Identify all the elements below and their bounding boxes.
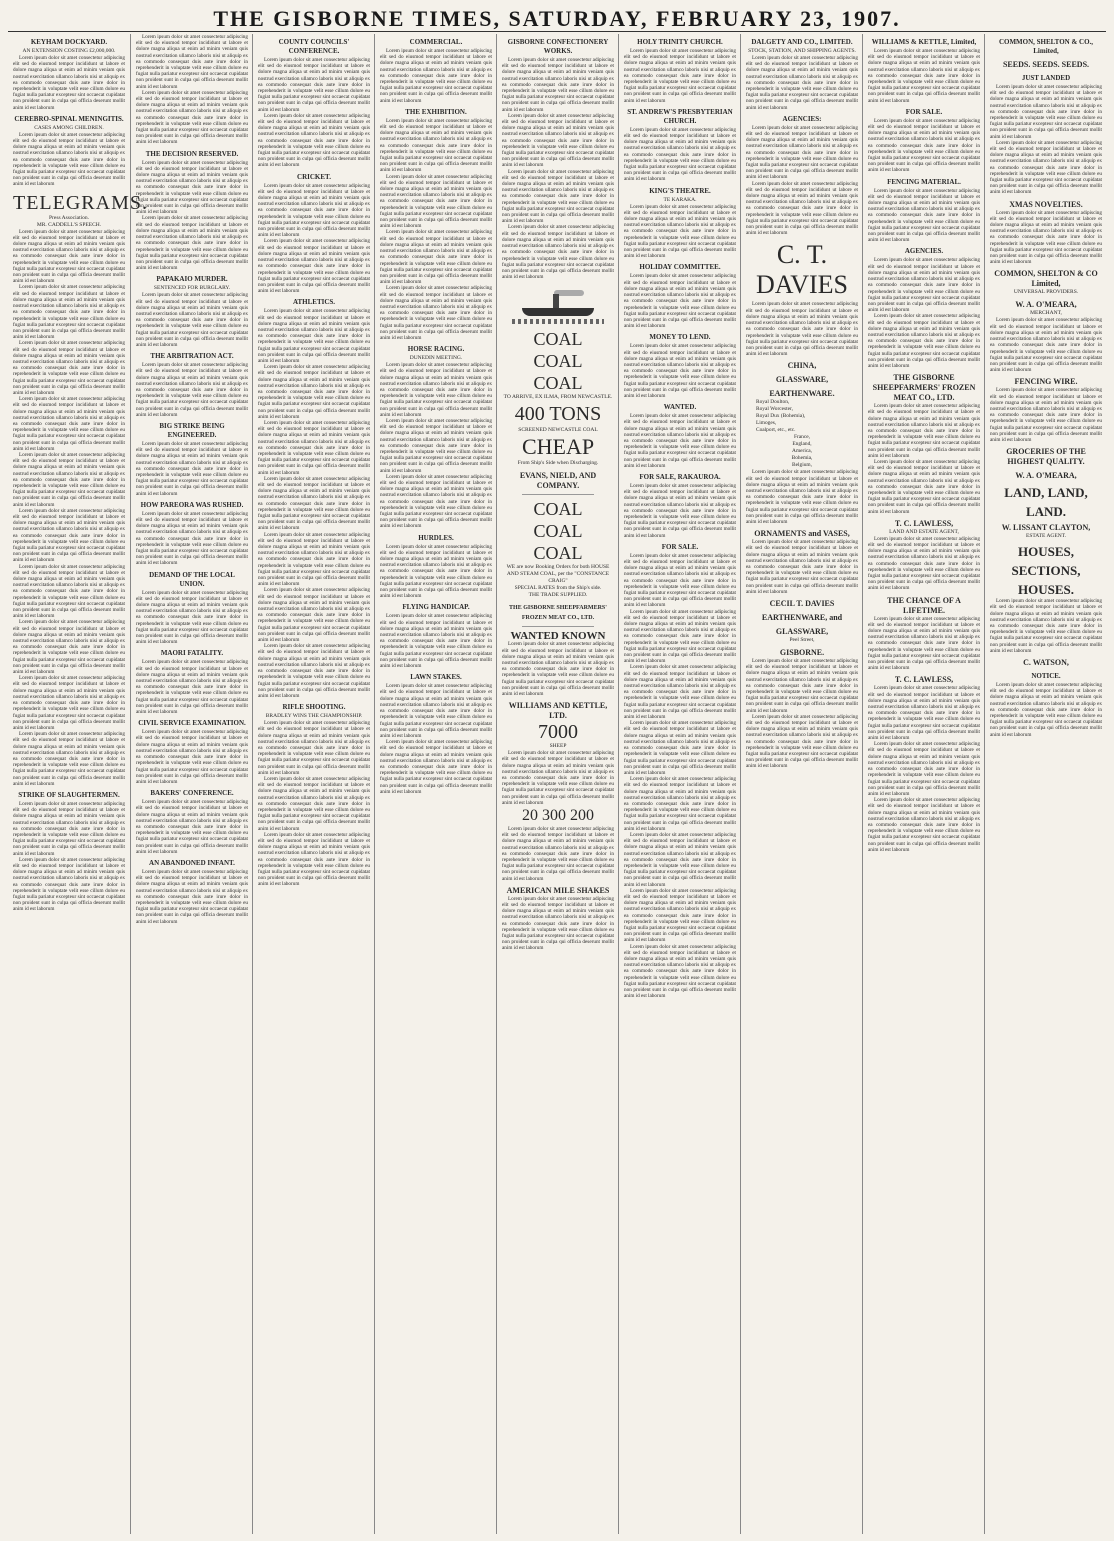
column-3	[252, 34, 375, 1534]
ad-item: EARTHENWARE.	[769, 389, 835, 399]
ad-number: 20 300 200	[522, 806, 594, 824]
article-text: Lorem ipsum dolor sit amet consectetur adipiscing elit sed do eiusmod tempor incididunt ut labore et dolore magna aliqua ut enim ad minim veniam quis nostrud exercitation ullamco laboris nisi ut aliquip ex ea commodo consequat duis aute irure dolor in reprehenderit in voluptate velit esse cillum dolore eu fugiat nulla pariatur excepteur sint occaecat cupidatat non proident sunt in culpa qui officia deserunt mollit anim id est laborum	[624, 831, 736, 888]
houses-ad-heading: SECTIONS,	[1011, 563, 1081, 579]
article-text: Lorem ipsum dolor sit amet consectetur adipiscing elit sed do eiusmod tempor incididunt ut labore et dolore magna aliqua ut enim ad minim veniam quis nostrud exercitation ullamco laboris nisi ut aliquip ex ea commodo consequat duis aute irure dolor in reprehenderit in voluptate velit esse cillum dolore eu fugiat nulla pariatur excepteur sint occaecat cupidatat non proident sunt in culpa qui officia deserunt mollit anim id est laborum	[746, 301, 858, 358]
ad-text: SHEEP	[549, 743, 567, 750]
masthead-rule	[8, 31, 1106, 32]
subheadline: TE KARAKA.	[663, 196, 697, 203]
ad-text: MERCHANT,	[1030, 310, 1062, 317]
ad-list-item: Bohemia,	[791, 455, 813, 462]
article-text: Lorem ipsum dolor sit amet consectetur adipiscing elit sed do eiusmod tempor incididunt ut labore et dolore magna aliqua ut enim ad minim veniam quis nostrud exercitation ullamco laboris nisi ut aliquip ex ea commodo consequat duis aute irure dolor in reprehenderit in voluptate velit esse cillum dolore eu fugiat nulla pariatur excepteur sint occaecat cupidatat non proident sunt in culpa qui officia deserunt mollit anim id est laborum	[868, 535, 980, 592]
article-text: Lorem ipsum dolor sit amet consectetur adipiscing elit sed do eiusmod tempor incididunt ut labore et dolore magna aliqua ut enim ad minim veniam quis nostrud exercitation ullamco laboris nisi ut aliquip ex ea commodo consequat duis aute irure dolor in reprehenderit in voluptate velit esse cillum dolore eu fugiat nulla pariatur excepteur sint occaecat cupidatat non proident sunt in culpa qui officia deserunt mollit anim id est laborum	[380, 48, 492, 104]
headline: MAORI FATALITY.	[160, 649, 224, 658]
coal-ad-heading: COAL	[533, 499, 583, 520]
ad-item: CHINA,	[787, 361, 817, 371]
ad-text: SPECIAL RATES from the Ship's side.	[514, 585, 602, 592]
subheadline: BRADLEY WINS THE CHAMPIONSHIP.	[265, 713, 363, 720]
article-text: Lorem ipsum dolor sit amet consectetur adipiscing elit sed do eiusmod tempor incididunt ut labore et dolore magna aliqua ut enim ad minim veniam quis nostrud exercitation ullamco laboris nisi ut aliquip ex ea commodo consequat duis aute irure dolor in reprehenderit in voluptate velit esse cillum dolore eu fugiat nulla pariatur excepteur sint occaecat cupidatat non proident sunt in culpa qui officia deserunt mollit anim id est laborum	[624, 203, 736, 260]
newspaper-columns	[8, 34, 1106, 1534]
ad-advertiser: EVANS, NIELD, AND COMPANY.	[519, 471, 597, 491]
ad-advertiser: T. C. LAWLESS,	[894, 675, 954, 685]
ad-heading-davies: C. T. DAVIES	[756, 240, 848, 300]
article-text: Lorem ipsum dolor sit amet consectetur adipiscing elit sed do eiusmod tempor incididunt ut labore et dolore magna aliqua ut enim ad minim veniam quis nostrud exercitation ullamco laboris nisi ut aliquip ex ea commodo consequat duis aute irure dolor in reprehenderit in voluptate velit esse cillum dolore eu fugiat nulla pariatur excepteur sint occaecat cupidatat non proident sunt in culpa qui officia deserunt mollit anim id est laborum	[746, 180, 858, 237]
ad-heading: SEEDS. SEEDS. SEEDS.	[1002, 60, 1090, 69]
ad-advertiser: THE GISBORNE SHEEPFARMERS' FROZEN MEAT CO., LTD.	[509, 605, 607, 622]
subheadline: DUNEDIN MEETING.	[409, 355, 463, 362]
article-text: Lorem ipsum dolor sit amet consectetur adipiscing elit sed do eiusmod tempor incididunt ut labore et dolore magna aliqua ut enim ad minim veniam quis nostrud exercitation ullamco laboris nisi ut aliquip ex ea commodo consequat duis aute irure dolor in reprehenderit in voluptate velit esse cillum dolore eu fugiat nulla pariatur excepteur sint occaecat cupidatat non proident sunt in culpa qui officia deserunt mollit anim id est laborum	[746, 469, 858, 525]
article-text: Lorem ipsum dolor sit amet consectetur adipiscing elit sed do eiusmod tempor incididunt ut labore et dolore magna aliqua ut enim ad minim veniam quis nostrud exercitation ullamco laboris nisi ut aliquip ex ea commodo consequat duis aute irure dolor in reprehenderit in voluptate velit esse cillum dolore eu fugiat nulla pariatur excepteur sint occaecat cupidatat non proident sunt in culpa qui officia deserunt mollit anim id est laborum	[990, 84, 1102, 140]
article-text: Lorem ipsum dolor sit amet consectetur adipiscing elit sed do eiusmod tempor incididunt ut labore et dolore magna aliqua ut enim ad minim veniam quis nostrud exercitation ullamco laboris nisi ut aliquip ex ea commodo consequat duis aute irure dolor in reprehenderit in voluptate velit esse cillum dolore eu fugiat nulla pariatur excepteur sint occaecat cupidatat non proident sunt in culpa qui officia deserunt mollit anim id est laborum	[136, 89, 248, 146]
headline: HOLIDAY COMMITTEE.	[639, 263, 721, 272]
article-text: Lorem ipsum dolor sit amet consectetur adipiscing elit sed do eiusmod tempor incididunt ut labore et dolore magna aliqua ut enim ad minim veniam quis nostrud exercitation ullamco laboris nisi ut aliquip ex ea commodo consequat duis aute irure dolor in reprehenderit in voluptate velit esse cillum dolore eu fugiat nulla pariatur excepteur sint occaecat cupidatat non proident sunt in culpa qui officia deserunt mollit anim id est laborum	[258, 643, 370, 699]
article-text: Lorem ipsum dolor sit amet consectetur adipiscing elit sed do eiusmod tempor incididunt ut labore et dolore magna aliqua ut enim ad minim veniam quis nostrud exercitation ullamco laboris nisi ut aliquip ex ea commodo consequat duis aute irure dolor in reprehenderit in voluptate velit esse cillum dolore eu fugiat nulla pariatur excepteur sint occaecat cupidatat non proident sunt in culpa qui officia deserunt mollit anim id est laborum	[136, 510, 248, 567]
headline: THE DECISION RESERVED.	[145, 149, 239, 158]
headline: BIG STRIKE BEING ENGINEERED.	[159, 421, 225, 439]
article-text: Lorem ipsum dolor sit amet consectetur adipiscing elit sed do eiusmod tempor incididunt ut labore et dolore magna aliqua ut enim ad minim veniam quis nostrud exercitation ullamco laboris nisi ut aliquip ex ea commodo consequat duis aute irure dolor in reprehenderit in voluptate velit esse cillum dolore eu fugiat nulla pariatur excepteur sint occaecat cupidatat non proident sunt in culpa qui officia deserunt mollit anim id est laborum	[624, 273, 736, 330]
ad-text: Peel Street,	[789, 636, 815, 643]
ad-advertiser: COMMON, SHELTON & CO Limited,	[994, 269, 1098, 289]
article-text: Lorem ipsum dolor sit amet consectetur adipiscing elit sed do eiusmod tempor incididunt ut labore et dolore magna aliqua ut enim ad minim veniam quis nostrud exercitation ullamco laboris nisi ut aliquip ex ea commodo consequat duis aute irure dolor in reprehenderit in voluptate velit esse cillum dolore eu fugiat nulla pariatur excepteur sint occaecat cupidatat non proident sunt in culpa qui officia deserunt mollit anim id est laborum	[624, 664, 736, 721]
ad-list-item: Royal Doulton,	[756, 399, 790, 406]
headline: NOTICE.	[1031, 671, 1061, 680]
article-text: Lorem ipsum dolor sit amet consectetur adipiscing elit sed do eiusmod tempor incididunt ut labore et dolore magna aliqua ut enim ad minim veniam quis nostrud exercitation ullamco laboris nisi ut aliquip ex ea commodo consequat duis aute irure dolor in reprehenderit in voluptate velit esse cillum dolore eu fugiat nulla pariatur excepteur sint occaecat cupidatat non proident sunt in culpa qui officia deserunt mollit anim id est laborum	[258, 831, 370, 888]
article-text: Lorem ipsum dolor sit amet consectetur adipiscing elit sed do eiusmod tempor incididunt ut labore et dolore magna aliqua ut enim ad minim veniam quis nostrud exercitation ullamco laboris nisi ut aliquip ex ea commodo consequat duis aute irure dolor in reprehenderit in voluptate velit esse cillum dolore eu fugiat nulla pariatur excepteur sint occaecat cupidatat non proident sunt in culpa qui officia deserunt mollit anim id est laborum	[380, 117, 492, 174]
article-text: Lorem ipsum dolor sit amet consectetur adipiscing elit sed do eiusmod tempor incididunt ut labore et dolore magna aliqua ut enim ad minim veniam quis nostrud exercitation ullamco laboris nisi ut aliquip ex ea commodo consequat duis aute irure dolor in reprehenderit in voluptate velit esse cillum dolore eu fugiat nulla pariatur excepteur sint occaecat cupidatat non proident sunt in culpa qui officia deserunt mollit anim id est laborum	[258, 182, 370, 239]
column-8	[862, 34, 985, 1534]
article-text: Lorem ipsum dolor sit amet consectetur adipiscing elit sed do eiusmod tempor incididunt ut labore et dolore magna aliqua ut enim ad minim veniam quis nostrud exercitation ullamco laboris nisi ut aliquip ex ea commodo consequat duis aute irure dolor in reprehenderit in voluptate velit esse cillum dolore eu fugiat nulla pariatur excepteur sint occaecat cupidatat non proident sunt in culpa qui officia deserunt mollit anim id est laborum	[136, 292, 248, 348]
article-text: Lorem ipsum dolor sit amet consectetur adipiscing elit sed do eiusmod tempor incididunt ut labore et dolore magna aliqua ut enim ad minim veniam quis nostrud exercitation ullamco laboris nisi ut aliquip ex ea commodo consequat duis aute irure dolor in reprehenderit in voluptate velit esse cillum dolore eu fugiat nulla pariatur excepteur sint occaecat cupidatat non proident sunt in culpa qui officia deserunt mollit anim id est laborum	[258, 308, 370, 364]
article-text: Lorem ipsum dolor sit amet consectetur adipiscing elit sed do eiusmod tempor incididunt ut labore et dolore magna aliqua ut enim ad minim veniam quis nostrud exercitation ullamco laboris nisi ut aliquip ex ea commodo consequat duis aute irure dolor in reprehenderit in voluptate velit esse cillum dolore eu fugiat nulla pariatur excepteur sint occaecat cupidatat non proident sunt in culpa qui officia deserunt mollit anim id est laborum	[868, 48, 980, 104]
ad-heading: XMAS NOVELTIES.	[1009, 199, 1083, 209]
article-text: Lorem ipsum dolor sit amet consectetur adipiscing elit sed do eiusmod tempor incididunt ut labore et dolore magna aliqua ut enim ad minim veniam quis nostrud exercitation ullamco laboris nisi ut aliquip ex ea commodo consequat duis aute irure dolor in reprehenderit in voluptate velit esse cillum dolore eu fugiat nulla pariatur excepteur sint occaecat cupidatat non proident sunt in culpa qui officia deserunt mollit anim id est laborum	[136, 729, 248, 785]
article-text: Lorem ipsum dolor sit amet consectetur adipiscing elit sed do eiusmod tempor incididunt ut labore et dolore magna aliqua ut enim ad minim veniam quis nostrud exercitation ullamco laboris nisi ut aliquip ex ea commodo consequat duis aute irure dolor in reprehenderit in voluptate velit esse cillum dolore eu fugiat nulla pariatur excepteur sint occaecat cupidatat non proident sunt in culpa qui officia deserunt mollit anim id est laborum	[502, 112, 614, 169]
article-text: Lorem ipsum dolor sit amet consectetur adipiscing elit sed do eiusmod tempor incididunt ut labore et dolore magna aliqua ut enim ad minim veniam quis nostrud exercitation ullamco laboris nisi ut aliquip ex ea commodo consequat duis aute irure dolor in reprehenderit in voluptate velit esse cillum dolore eu fugiat nulla pariatur excepteur sint occaecat cupidatat non proident sunt in culpa qui officia deserunt mollit anim id est laborum	[380, 739, 492, 795]
article-text: Lorem ipsum dolor sit amet consectetur adipiscing elit sed do eiusmod tempor incididunt ut labore et dolore magna aliqua ut enim ad minim veniam quis nostrud exercitation ullamco laboris nisi ut aliquip ex ea commodo consequat duis aute irure dolor in reprehenderit in voluptate velit esse cillum dolore eu fugiat nulla pariatur excepteur sint occaecat cupidatat non proident sunt in culpa qui officia deserunt mollit anim id est laborum	[746, 124, 858, 181]
headline: BAKERS' CONFERENCE.	[150, 789, 234, 798]
column-9	[984, 34, 1107, 1534]
article-text: Lorem ipsum dolor sit amet consectetur adipiscing elit sed do eiusmod tempor incididunt ut labore et dolore magna aliqua ut enim ad minim veniam quis nostrud exercitation ullamco laboris nisi ut aliquip ex ea commodo consequat duis aute irure dolor in reprehenderit in voluptate velit esse cillum dolore eu fugiat nulla pariatur excepteur sint occaecat cupidatat non proident sunt in culpa qui officia deserunt mollit anim id est laborum	[868, 117, 980, 174]
headline: DEMAND OF THE LOCAL UNION.	[149, 570, 235, 588]
article-text: Lorem ipsum dolor sit amet consectetur adipiscing elit sed do eiusmod tempor incididunt ut labore et dolore magna aliqua ut enim ad minim veniam quis nostrud exercitation ullamco laboris nisi ut aliquip ex ea commodo consequat duis aute irure dolor in reprehenderit in voluptate velit esse cillum dolore eu fugiat nulla pariatur excepteur sint occaecat cupidatat non proident sunt in culpa qui officia deserunt mollit anim id est laborum	[258, 419, 370, 476]
article-text: Lorem ipsum dolor sit amet consectetur adipiscing elit sed do eiusmod tempor incididunt ut labore et dolore magna aliqua ut enim ad minim veniam quis nostrud exercitation ullamco laboris nisi ut aliquip ex ea commodo consequat duis aute irure dolor in reprehenderit in voluptate velit esse cillum dolore eu fugiat nulla pariatur excepteur sint occaecat cupidatat non proident sunt in culpa qui officia deserunt mollit anim id est laborum	[380, 285, 492, 341]
ad-advertiser: W. LISSANT CLAYTON,	[1001, 523, 1091, 533]
headline: CIVIL SERVICE EXAMINATION.	[138, 719, 246, 728]
column-1	[8, 34, 148, 1534]
article-text: Lorem ipsum dolor sit amet consectetur adipiscing elit sed do eiusmod tempor incididunt ut labore et dolore magna aliqua ut enim ad minim veniam quis nostrud exercitation ullamco laboris nisi ut aliquip ex ea commodo consequat duis aute irure dolor in reprehenderit in voluptate velit esse cillum dolore eu fugiat nulla pariatur excepteur sint occaecat cupidatat non proident sunt in culpa qui officia deserunt mollit anim id est laborum	[258, 57, 370, 113]
headline: PAPAKAIO MURDER.	[156, 275, 228, 284]
ad-number: 7000	[538, 721, 578, 744]
article-text: Lorem ipsum dolor sit amet consectetur adipiscing elit sed do eiusmod tempor incididunt ut labore et dolore magna aliqua ut enim ad minim veniam quis nostrud exercitation ullamco laboris nisi ut aliquip ex ea commodo consequat duis aute irure dolor in reprehenderit in voluptate velit esse cillum dolore eu fugiat nulla pariatur excepteur sint occaecat cupidatat non proident sunt in culpa qui officia deserunt mollit anim id est laborum	[136, 440, 248, 497]
article-text: Lorem ipsum dolor sit amet consectetur adipiscing elit sed do eiusmod tempor incididunt ut labore et dolore magna aliqua ut enim ad minim veniam quis nostrud exercitation ullamco laboris nisi ut aliquip ex ea commodo consequat duis aute irure dolor in reprehenderit in voluptate velit esse cillum dolore eu fugiat nulla pariatur excepteur sint occaecat cupidatat non proident sunt in culpa qui officia deserunt mollit anim id est laborum	[13, 340, 125, 396]
article-text: Lorem ipsum dolor sit amet consectetur adipiscing elit sed do eiusmod tempor incididunt ut labore et dolore magna aliqua ut enim ad minim veniam quis nostrud exercitation ullamco laboris nisi ut aliquip ex ea commodo consequat duis aute irure dolor in reprehenderit in voluptate velit esse cillum dolore eu fugiat nulla pariatur excepteur sint occaecat cupidatat non proident sunt in culpa qui officia deserunt mollit anim id est laborum	[868, 615, 980, 672]
headline: AN ABANDONED INFANT.	[149, 858, 235, 867]
column-7	[740, 34, 863, 1534]
ad-advertiser: THE GISBORNE SHEEPFARMERS' FROZEN MEAT CO., LTD.	[872, 373, 976, 403]
column-2	[130, 34, 253, 1534]
article-text: Lorem ipsum dolor sit amet consectetur adipiscing elit sed do eiusmod tempor incididunt ut labore et dolore magna aliqua ut enim ad minim veniam quis nostrud exercitation ullamco laboris nisi ut aliquip ex ea commodo consequat duis aute irure dolor in reprehenderit in voluptate velit esse cillum dolore eu fugiat nulla pariatur excepteur sint occaecat cupidatat non proident sunt in culpa qui officia deserunt mollit anim id est laborum	[502, 641, 614, 697]
ad-item: EARTHENWARE, and	[761, 612, 843, 622]
article-text: Lorem ipsum dolor sit amet consectetur adipiscing elit sed do eiusmod tempor incididunt ut labore et dolore magna aliqua ut enim ad minim veniam quis nostrud exercitation ullamco laboris nisi ut aliquip ex ea commodo consequat duis aute irure dolor in reprehenderit in voluptate velit esse cillum dolore eu fugiat nulla pariatur excepteur sint occaecat cupidatat non proident sunt in culpa qui officia deserunt mollit anim id est laborum	[380, 417, 492, 474]
ad-item: GISBORNE.	[779, 647, 825, 657]
ad-list-item: Belgium,	[792, 462, 812, 469]
article-text: Lorem ipsum dolor sit amet consectetur adipiscing elit sed do eiusmod tempor incididunt ut labore et dolore magna aliqua ut enim ad minim veniam quis nostrud exercitation ullamco laboris nisi ut aliquip ex ea commodo consequat duis aute irure dolor in reprehenderit in voluptate velit esse cillum dolore eu fugiat nulla pariatur excepteur sint occaecat cupidatat non proident sunt in culpa qui officia deserunt mollit anim id est laborum	[868, 797, 980, 853]
headline: GISBORNE CONFECTIONERY WORKS.	[507, 38, 609, 55]
headline: THE EXHIBITION.	[405, 107, 467, 116]
column-6	[618, 34, 741, 1534]
headline: DALGETY AND CO., LIMITED.	[751, 38, 853, 46]
headline: HORSE RACING.	[407, 345, 465, 354]
telegrams-heading: TELEGRAMS.	[13, 191, 148, 214]
article-text: Lorem ipsum dolor sit amet consectetur adipiscing elit sed do eiusmod tempor incididunt ut labore et dolore magna aliqua ut enim ad minim veniam quis nostrud exercitation ullamco laboris nisi ut aliquip ex ea commodo consequat duis aute irure dolor in reprehenderit in voluptate velit esse cillum dolore eu fugiat nulla pariatur excepteur sint occaecat cupidatat non proident sunt in culpa qui officia deserunt mollit anim id est laborum	[258, 238, 370, 295]
headline: RIFLE SHOOTING.	[282, 703, 346, 712]
coal-ad-heading: COAL	[533, 521, 583, 542]
article-text: Lorem ipsum dolor sit amet consectetur adipiscing elit sed do eiusmod tempor incididunt ut labore et dolore magna aliqua ut enim ad minim veniam quis nostrud exercitation ullamco laboris nisi ut aliquip ex ea commodo consequat duis aute irure dolor in reprehenderit in voluptate velit esse cillum dolore eu fugiat nulla pariatur excepteur sint occaecat cupidatat non proident sunt in culpa qui officia deserunt mollit anim id est laborum	[13, 619, 125, 676]
ad-text: TO ARRIVE, EX ILMA, FROM NEWCASTLE.	[503, 394, 613, 401]
article-text: Lorem ipsum dolor sit amet consectetur adipiscing elit sed do eiusmod tempor incididunt ut labore et dolore magna aliqua ut enim ad minim veniam quis nostrud exercitation ullamco laboris nisi ut aliquip ex ea commodo consequat duis aute irure dolor in reprehenderit in voluptate velit esse cillum dolore eu fugiat nulla pariatur excepteur sint occaecat cupidatat non proident sunt in culpa qui officia deserunt mollit anim id est laborum	[624, 608, 736, 665]
ad-tons: 400 TONS	[514, 403, 602, 426]
ad-advertiser: W. A. O'MEARA,	[1015, 471, 1077, 481]
article-text: Lorem ipsum dolor sit amet consectetur adipiscing elit sed do eiusmod tempor incididunt ut labore et dolore magna aliqua ut enim ad minim veniam quis nostrud exercitation ullamco laboris nisi ut aliquip ex ea commodo consequat duis aute irure dolor in reprehenderit in voluptate velit esse cillum dolore eu fugiat nulla pariatur excepteur sint occaecat cupidatat non proident sunt in culpa qui officia deserunt mollit anim id est laborum	[868, 187, 980, 244]
headline: ATHLETICS.	[292, 298, 336, 307]
ad-advertiser: W. A. O'MEARA,	[1015, 300, 1077, 310]
ad-list-item: England,	[792, 441, 812, 448]
article-text: Lorem ipsum dolor sit amet consectetur adipiscing elit sed do eiusmod tempor incididunt ut labore et dolore magna aliqua ut enim ad minim veniam quis nostrud exercitation ullamco laboris nisi ut aliquip ex ea commodo consequat duis aute irure dolor in reprehenderit in voluptate velit esse cillum dolore eu fugiat nulla pariatur excepteur sint occaecat cupidatat non proident sunt in culpa qui officia deserunt mollit anim id est laborum	[136, 868, 248, 925]
article-text: Lorem ipsum dolor sit amet consectetur adipiscing elit sed do eiusmod tempor incididunt ut labore et dolore magna aliqua ut enim ad minim veniam quis nostrud exercitation ullamco laboris nisi ut aliquip ex ea commodo consequat duis aute irure dolor in reprehenderit in voluptate velit esse cillum dolore eu fugiat nulla pariatur excepteur sint occaecat cupidatat non proident sunt in culpa qui officia deserunt mollit anim id est laborum	[502, 825, 614, 882]
ad-heading: FENCING WIRE.	[1014, 377, 1078, 387]
ad-list-item: France,	[793, 434, 810, 441]
article-text: Lorem ipsum dolor sit amet consectetur adipiscing elit sed do eiusmod tempor incididunt ut labore et dolore magna aliqua ut enim ad minim veniam quis nostrud exercitation ullamco laboris nisi ut aliquip ex ea commodo consequat duis aute irure dolor in reprehenderit in voluptate velit esse cillum dolore eu fugiat nulla pariatur excepteur sint occaecat cupidatat non proident sunt in culpa qui officia deserunt mollit anim id est laborum	[258, 775, 370, 832]
article-text: Lorem ipsum dolor sit amet consectetur adipiscing elit sed do eiusmod tempor incididunt ut labore et dolore magna aliqua ut enim ad minim veniam quis nostrud exercitation ullamco laboris nisi ut aliquip ex ea commodo consequat duis aute irure dolor in reprehenderit in voluptate velit esse cillum dolore eu fugiat nulla pariatur excepteur sint occaecat cupidatat non proident sunt in culpa qui officia deserunt mollit anim id est laborum	[380, 543, 492, 600]
ad-text: SCREENED NEWCASTLE COAL	[518, 427, 598, 434]
steamship-illustration	[512, 284, 604, 324]
ad-list-item: Limoges,	[756, 420, 777, 427]
land-ad-heading: LAND, LAND,	[1004, 485, 1088, 501]
article-text: Lorem ipsum dolor sit amet consectetur adipiscing elit sed do eiusmod tempor incididunt ut labore et dolore magna aliqua ut enim ad minim veniam quis nostrud exercitation ullamco laboris nisi ut aliquip ex ea commodo consequat duis aute irure dolor in reprehenderit in voluptate velit esse cillum dolore eu fugiat nulla pariatur excepteur sint occaecat cupidatat non proident sunt in culpa qui officia deserunt mollit anim id est laborum	[624, 48, 736, 104]
article-text: Lorem ipsum dolor sit amet consectetur adipiscing elit sed do eiusmod tempor incididunt ut labore et dolore magna aliqua ut enim ad minim veniam quis nostrud exercitation ullamco laboris nisi ut aliquip ex ea commodo consequat duis aute irure dolor in reprehenderit in voluptate velit esse cillum dolore eu fugiat nulla pariatur excepteur sint occaecat cupidatat non proident sunt in culpa qui officia deserunt mollit anim id est laborum	[13, 55, 125, 111]
article-text: Lorem ipsum dolor sit amet consectetur adipiscing elit sed do eiusmod tempor incididunt ut labore et dolore magna aliqua ut enim ad minim veniam quis nostrud exercitation ullamco laboris nisi ut aliquip ex ea commodo consequat duis aute irure dolor in reprehenderit in voluptate velit esse cillum dolore eu fugiat nulla pariatur excepteur sint occaecat cupidatat non proident sunt in culpa qui officia deserunt mollit anim id est laborum	[13, 731, 125, 787]
ad-advertiser: CECIL T. DAVIES	[769, 598, 835, 608]
headline: FOR SALE, RAKAUROA.	[639, 472, 721, 481]
ad-list-item: Coalport, etc., etc.	[756, 427, 796, 434]
headline: HOW PAREORA WAS RUSHED.	[140, 500, 244, 509]
article-text: Lorem ipsum dolor sit amet consectetur adipiscing elit sed do eiusmod tempor incididunt ut labore et dolore magna aliqua ut enim ad minim veniam quis nostrud exercitation ullamco laboris nisi ut aliquip ex ea commodo consequat duis aute irure dolor in reprehenderit in voluptate velit esse cillum dolore eu fugiat nulla pariatur excepteur sint occaecat cupidatat non proident sunt in culpa qui officia deserunt mollit anim id est laborum	[868, 313, 980, 369]
article-text: Lorem ipsum dolor sit amet consectetur adipiscing elit sed do eiusmod tempor incididunt ut labore et dolore magna aliqua ut enim ad minim veniam quis nostrud exercitation ullamco laboris nisi ut aliquip ex ea commodo consequat duis aute irure dolor in reprehenderit in voluptate velit esse cillum dolore eu fugiat nulla pariatur excepteur sint occaecat cupidatat non proident sunt in culpa qui officia deserunt mollit anim id est laborum	[13, 284, 125, 341]
coal-ad-heading: COAL	[533, 351, 583, 372]
coal-ad-heading: COAL	[533, 373, 583, 394]
subheadline: AN EXTENSION COSTING £2,000,000.	[22, 48, 116, 54]
article-text: Lorem ipsum dolor sit amet consectetur adipiscing elit sed do eiusmod tempor incididunt ut labore et dolore magna aliqua ut enim ad minim veniam quis nostrud exercitation ullamco laboris nisi ut aliquip ex ea commodo consequat duis aute irure dolor in reprehenderit in voluptate velit esse cillum dolore eu fugiat nulla pariatur excepteur sint occaecat cupidatat non proident sunt in culpa qui officia deserunt mollit anim id est laborum	[258, 720, 370, 776]
headline: AGENCIES:	[782, 114, 822, 123]
ad-heading: AMERICAN MILE SHAKES	[506, 885, 610, 895]
coal-ad-heading: COAL	[533, 543, 583, 564]
headline: MONEY TO LEND.	[649, 333, 711, 342]
article-text: Lorem ipsum dolor sit amet consectetur adipiscing elit sed do eiusmod tempor incididunt ut labore et dolore magna aliqua ut enim ad minim veniam quis nostrud exercitation ullamco laboris nisi ut aliquip ex ea commodo consequat duis aute irure dolor in reprehenderit in voluptate velit esse cillum dolore eu fugiat nulla pariatur excepteur sint occaecat cupidatat non proident sunt in culpa qui officia deserunt mollit anim id est laborum	[380, 613, 492, 670]
headline: CRICKET.	[297, 172, 331, 181]
article-text: Lorem ipsum dolor sit amet consectetur adipiscing elit sed do eiusmod tempor incididunt ut labore et dolore magna aliqua ut enim ad minim veniam quis nostrud exercitation ullamco laboris nisi ut aliquip ex ea commodo consequat duis aute irure dolor in reprehenderit in voluptate velit esse cillum dolore eu fugiat nulla pariatur excepteur sint occaecat cupidatat non proident sunt in culpa qui officia deserunt mollit anim id est laborum	[624, 552, 736, 609]
headline: COMMON, SHELTON & CO., Limited,	[998, 38, 1094, 55]
article-text: Lorem ipsum dolor sit amet consectetur adipiscing elit sed do eiusmod tempor incididunt ut labore et dolore magna aliqua ut enim ad minim veniam quis nostrud exercitation ullamco laboris nisi ut aliquip ex ea commodo consequat duis aute irure dolor in reprehenderit in voluptate velit esse cillum dolore eu fugiat nulla pariatur excepteur sint occaecat cupidatat non proident sunt in culpa qui officia deserunt mollit anim id est laborum	[746, 657, 858, 714]
ad-heading: THE CHANCE OF A LIFETIME.	[887, 595, 961, 615]
headline: COMMERCIAL.	[409, 38, 463, 46]
ad-advertiser: C. WATSON,	[1023, 657, 1069, 667]
article-text: Lorem ipsum dolor sit amet consectetur adipiscing elit sed do eiusmod tempor incididunt ut labore et dolore magna aliqua ut enim ad minim veniam quis nostrud exercitation ullamco laboris nisi ut aliquip ex ea commodo consequat duis aute irure dolor in reprehenderit in voluptate velit esse cillum dolore eu fugiat nulla pariatur excepteur sint occaecat cupidatat non proident sunt in culpa qui officia deserunt mollit anim id est laborum	[502, 750, 614, 806]
ad-item: GLASSWARE,	[775, 375, 829, 385]
article-text: Lorem ipsum dolor sit amet consectetur adipiscing elit sed do eiusmod tempor incididunt ut labore et dolore magna aliqua ut enim ad minim veniam quis nostrud exercitation ullamco laboris nisi ut aliquip ex ea commodo consequat duis aute irure dolor in reprehenderit in voluptate velit esse cillum dolore eu fugiat nulla pariatur excepteur sint occaecat cupidatat non proident sunt in culpa qui officia deserunt mollit anim id est laborum	[13, 396, 125, 452]
article-text: Lorem ipsum dolor sit amet consectetur adipiscing elit sed do eiusmod tempor incididunt ut labore et dolore magna aliqua ut enim ad minim veniam quis nostrud exercitation ullamco laboris nisi ut aliquip ex ea commodo consequat duis aute irure dolor in reprehenderit in voluptate velit esse cillum dolore eu fugiat nulla pariatur excepteur sint occaecat cupidatat non proident sunt in culpa qui officia deserunt mollit anim id est laborum	[258, 531, 370, 588]
article-text: Lorem ipsum dolor sit amet consectetur adipiscing elit sed do eiusmod tempor incididunt ut labore et dolore magna aliqua ut enim ad minim veniam quis nostrud exercitation ullamco laboris nisi ut aliquip ex ea commodo consequat duis aute irure dolor in reprehenderit in voluptate velit esse cillum dolore eu fugiat nulla pariatur excepteur sint occaecat cupidatat non proident sunt in culpa qui officia deserunt mollit anim id est laborum	[868, 741, 980, 797]
article-text: Lorem ipsum dolor sit amet consectetur adipiscing elit sed do eiusmod tempor incididunt ut labore et dolore magna aliqua ut enim ad minim veniam quis nostrud exercitation ullamco laboris nisi ut aliquip ex ea commodo consequat duis aute irure dolor in reprehenderit in voluptate velit esse cillum dolore eu fugiat nulla pariatur excepteur sint occaecat cupidatat non proident sunt in culpa qui officia deserunt mollit anim id est laborum	[624, 343, 736, 399]
headline: STRIKE OF SLAUGHTERMEN.	[18, 790, 120, 799]
column-4	[374, 34, 497, 1534]
headline: JUST LANDED	[1021, 74, 1071, 82]
article-text: Lorem ipsum dolor sit amet consectetur adipiscing elit sed do eiusmod tempor incididunt ut labore et dolore magna aliqua ut enim ad minim veniam quis nostrud exercitation ullamco laboris nisi ut aliquip ex ea commodo consequat duis aute irure dolor in reprehenderit in voluptate velit esse cillum dolore eu fugiat nulla pariatur excepteur sint occaecat cupidatat non proident sunt in culpa qui officia deserunt mollit anim id est laborum	[624, 413, 736, 469]
headline: FLYING HANDICAP.	[402, 603, 470, 612]
article-text: Lorem ipsum dolor sit amet consectetur adipiscing elit sed do eiusmod tempor incididunt ut labore et dolore magna aliqua ut enim ad minim veniam quis nostrud exercitation ullamco laboris nisi ut aliquip ex ea commodo consequat duis aute irure dolor in reprehenderit in voluptate velit esse cillum dolore eu fugiat nulla pariatur excepteur sint occaecat cupidatat non proident sunt in culpa qui officia deserunt mollit anim id est laborum	[380, 683, 492, 739]
article-text: Lorem ipsum dolor sit amet consectetur adipiscing elit sed do eiusmod tempor incididunt ut labore et dolore magna aliqua ut enim ad minim veniam quis nostrud exercitation ullamco laboris nisi ut aliquip ex ea commodo consequat duis aute irure dolor in reprehenderit in voluptate velit esse cillum dolore eu fugiat nulla pariatur excepteur sint occaecat cupidatat non proident sunt in culpa qui officia deserunt mollit anim id est laborum	[868, 403, 980, 459]
subheadline: STOCK, STATION, AND SHIPPING AGENTS.	[748, 48, 856, 54]
column-5	[496, 34, 619, 1534]
ad-item: ORNAMENTS and VASES,	[754, 529, 850, 539]
article-text: Lorem ipsum dolor sit amet consectetur adipiscing elit sed do eiusmod tempor incididunt ut labore et dolore magna aliqua ut enim ad minim veniam quis nostrud exercitation ullamco laboris nisi ut aliquip ex ea commodo consequat duis aute irure dolor in reprehenderit in voluptate velit esse cillum dolore eu fugiat nulla pariatur excepteur sint occaecat cupidatat non proident sunt in culpa qui officia deserunt mollit anim id est laborum	[380, 229, 492, 286]
article-text: Lorem ipsum dolor sit amet consectetur adipiscing elit sed do eiusmod tempor incididunt ut labore et dolore magna aliqua ut enim ad minim veniam quis nostrud exercitation ullamco laboris nisi ut aliquip ex ea commodo consequat duis aute irure dolor in reprehenderit in voluptate velit esse cillum dolore eu fugiat nulla pariatur excepteur sint occaecat cupidatat non proident sunt in culpa qui officia deserunt mollit anim id est laborum	[13, 507, 125, 564]
ad-text: ESTATE AGENT.	[1025, 533, 1067, 540]
article-text: Lorem ipsum dolor sit amet consectetur adipiscing elit sed do eiusmod tempor incididunt ut labore et dolore magna aliqua ut enim ad minim veniam quis nostrud exercitation ullamco laboris nisi ut aliquip ex ea commodo consequat duis aute irure dolor in reprehenderit in voluptate velit esse cillum dolore eu fugiat nulla pariatur excepteur sint occaecat cupidatat non proident sunt in culpa qui officia deserunt mollit anim id est laborum	[990, 209, 1102, 266]
headline: COUNTY COUNCILS' CONFERENCE.	[278, 38, 350, 55]
article-text: Lorem ipsum dolor sit amet consectetur adipiscing elit sed do eiusmod tempor incididunt ut labore et dolore magna aliqua ut enim ad minim veniam quis nostrud exercitation ullamco laboris nisi ut aliquip ex ea commodo consequat duis aute irure dolor in reprehenderit in voluptate velit esse cillum dolore eu fugiat nulla pariatur excepteur sint occaecat cupidatat non proident sunt in culpa qui officia deserunt mollit anim id est laborum	[380, 362, 492, 418]
headline: WILLIAMS & KETTLE, Limited,	[871, 38, 977, 46]
article-text: Lorem ipsum dolor sit amet consectetur adipiscing elit sed do eiusmod tempor incididunt ut labore et dolore magna aliqua ut enim ad minim veniam quis nostrud exercitation ullamco laboris nisi ut aliquip ex ea commodo consequat duis aute irure dolor in reprehenderit in voluptate velit esse cillum dolore eu fugiat nulla pariatur excepteur sint occaecat cupidatat non proident sunt in culpa qui officia deserunt mollit anim id est laborum	[990, 139, 1102, 196]
article-text: Lorem ipsum dolor sit amet consectetur adipiscing elit sed do eiusmod tempor incididunt ut labore et dolore magna aliqua ut enim ad minim veniam quis nostrud exercitation ullamco laboris nisi ut aliquip ex ea commodo consequat duis aute irure dolor in reprehenderit in voluptate velit esse cillum dolore eu fugiat nulla pariatur excepteur sint occaecat cupidatat non proident sunt in culpa qui officia deserunt mollit anim id est laborum	[258, 587, 370, 644]
headline: THE ARBITRATION ACT.	[150, 352, 234, 361]
ad-list-item: America,	[792, 448, 812, 455]
article-text: Lorem ipsum dolor sit amet consectetur adipiscing elit sed do eiusmod tempor incididunt ut labore et dolore magna aliqua ut enim ad minim veniam quis nostrud exercitation ullamco laboris nisi ut aliquip ex ea commodo consequat duis aute irure dolor in reprehenderit in voluptate velit esse cillum dolore eu fugiat nulla pariatur excepteur sint occaecat cupidatat non proident sunt in culpa qui officia deserunt mollit anim id est laborum	[868, 685, 980, 742]
article-text: Lorem ipsum dolor sit amet consectetur adipiscing elit sed do eiusmod tempor incididunt ut labore et dolore magna aliqua ut enim ad minim veniam quis nostrud exercitation ullamco laboris nisi ut aliquip ex ea commodo consequat duis aute irure dolor in reprehenderit in voluptate velit esse cillum dolore eu fugiat nulla pariatur excepteur sint occaecat cupidatat non proident sunt in culpa qui officia deserunt mollit anim id est laborum	[624, 482, 736, 539]
ad-text: WE are now Booking Orders for both HOUSE AND STEAM COAL, per the "CONSTANCE CRAIG"	[506, 564, 610, 585]
ad-text: UNIVERSAL PROVIDERS.	[1013, 289, 1079, 296]
article-text: Lorem ipsum dolor sit amet consectetur adipiscing elit sed do eiusmod tempor incididunt ut labore et dolore magna aliqua ut enim ad minim veniam quis nostrud exercitation ullamco laboris nisi ut aliquip ex ea commodo consequat duis aute irure dolor in reprehenderit in voluptate velit esse cillum dolore eu fugiat nulla pariatur excepteur sint occaecat cupidatat non proident sunt in culpa qui officia deserunt mollit anim id est laborum	[502, 57, 614, 113]
article-text: Lorem ipsum dolor sit amet consectetur adipiscing elit sed do eiusmod tempor incididunt ut labore et dolore magna aliqua ut enim ad minim veniam quis nostrud exercitation ullamco laboris nisi ut aliquip ex ea commodo consequat duis aute irure dolor in reprehenderit in voluptate velit esse cillum dolore eu fugiat nulla pariatur excepteur sint occaecat cupidatat non proident sunt in culpa qui officia deserunt mollit anim id est laborum	[502, 224, 614, 281]
ad-list-item: Royal Dux (Bohemia),	[756, 413, 806, 420]
houses-ad-heading: HOUSES.	[1018, 582, 1074, 598]
coal-ad-heading: COAL	[533, 329, 583, 350]
article-text: Lorem ipsum dolor sit amet consectetur adipiscing elit sed do eiusmod tempor incididunt ut labore et dolore magna aliqua ut enim ad minim veniam quis nostrud exercitation ullamco laboris nisi ut aliquip ex ea commodo consequat duis aute irure dolor in reprehenderit in voluptate velit esse cillum dolore eu fugiat nulla pariatur excepteur sint occaecat cupidatat non proident sunt in culpa qui officia deserunt mollit anim id est laborum	[746, 713, 858, 770]
article-text: Lorem ipsum dolor sit amet consectetur adipiscing elit sed do eiusmod tempor incididunt ut labore et dolore magna aliqua ut enim ad minim veniam quis nostrud exercitation ullamco laboris nisi ut aliquip ex ea commodo consequat duis aute irure dolor in reprehenderit in voluptate velit esse cillum dolore eu fugiat nulla pariatur excepteur sint occaecat cupidatat non proident sunt in culpa qui officia deserunt mollit anim id est laborum	[258, 364, 370, 420]
ad-item: GLASSWARE,	[775, 626, 829, 636]
headline: FOR SALE.	[905, 107, 943, 116]
article-text: Lorem ipsum dolor sit amet consectetur adipiscing elit sed do eiusmod tempor incididunt ut labore et dolore magna aliqua ut enim ad minim veniam quis nostrud exercitation ullamco laboris nisi ut aliquip ex ea commodo consequat duis aute irure dolor in reprehenderit in voluptate velit esse cillum dolore eu fugiat nulla pariatur excepteur sint occaecat cupidatat non proident sunt in culpa qui officia deserunt mollit anim id est laborum	[990, 681, 1102, 738]
article-text: Lorem ipsum dolor sit amet consectetur adipiscing elit sed do eiusmod tempor incididunt ut labore et dolore magna aliqua ut enim ad minim veniam quis nostrud exercitation ullamco laboris nisi ut aliquip ex ea commodo consequat duis aute irure dolor in reprehenderit in voluptate velit esse cillum dolore eu fugiat nulla pariatur excepteur sint occaecat cupidatat non proident sunt in culpa qui officia deserunt mollit anim id est laborum	[990, 598, 1102, 654]
subheadline: MR. CADDELL'S SPEECH.	[36, 221, 102, 228]
article-text: Lorem ipsum dolor sit amet consectetur adipiscing elit sed do eiusmod tempor incididunt ut labore et dolore magna aliqua ut enim ad minim veniam quis nostrud exercitation ullamco laboris nisi ut aliquip ex ea commodo consequat duis aute irure dolor in reprehenderit in voluptate velit esse cillum dolore eu fugiat nulla pariatur excepteur sint occaecat cupidatat non proident sunt in culpa qui officia deserunt mollit anim id est laborum	[136, 34, 248, 90]
article-text: Lorem ipsum dolor sit amet consectetur adipiscing elit sed do eiusmod tempor incididunt ut labore et dolore magna aliqua ut enim ad minim veniam quis nostrud exercitation ullamco laboris nisi ut aliquip ex ea commodo consequat duis aute irure dolor in reprehenderit in voluptate velit esse cillum dolore eu fugiat nulla pariatur excepteur sint occaecat cupidatat non proident sunt in culpa qui officia deserunt mollit anim id est laborum	[502, 168, 614, 225]
ad-cheap: CHEAP	[521, 434, 595, 460]
headline: KING'S THEATRE.	[649, 186, 711, 195]
article-text: Lorem ipsum dolor sit amet consectetur adipiscing elit sed do eiusmod tempor incididunt ut labore et dolore magna aliqua ut enim ad minim veniam quis nostrud exercitation ullamco laboris nisi ut aliquip ex ea commodo consequat duis aute irure dolor in reprehenderit in voluptate velit esse cillum dolore eu fugiat nulla pariatur excepteur sint occaecat cupidatat non proident sunt in culpa qui officia deserunt mollit anim id est laborum	[624, 943, 736, 1000]
subheadline: CASES AMONG CHILDREN.	[34, 124, 104, 131]
ad-heading: GROCERIES OF THE HIGHEST QUALITY.	[1006, 447, 1086, 467]
ad-advertiser: T. C. LAWLESS,	[894, 518, 954, 528]
article-text: Lorem ipsum dolor sit amet consectetur adipiscing elit sed do eiusmod tempor incididunt ut labore et dolore magna aliqua ut enim ad minim veniam quis nostrud exercitation ullamco laboris nisi ut aliquip ex ea commodo consequat duis aute irure dolor in reprehenderit in voluptate velit esse cillum dolore eu fugiat nulla pariatur excepteur sint occaecat cupidatat non proident sunt in culpa qui officia deserunt mollit anim id est laborum	[136, 659, 248, 716]
ad-text: THE TRADE SUPPLIED.	[528, 592, 588, 599]
article-text: Lorem ipsum dolor sit amet consectetur adipiscing elit sed do eiusmod tempor incididunt ut labore et dolore magna aliqua ut enim ad minim veniam quis nostrud exercitation ullamco laboris nisi ut aliquip ex ea commodo consequat duis aute irure dolor in reprehenderit in voluptate velit esse cillum dolore eu fugiat nulla pariatur excepteur sint occaecat cupidatat non proident sunt in culpa qui officia deserunt mollit anim id est laborum	[13, 451, 125, 508]
houses-ad-heading: HOUSES,	[1018, 544, 1074, 560]
headline: CEREBRO-SPINAL MENINGITIS.	[14, 114, 124, 123]
ad-text: LAND AND ESTATE AGENT,	[889, 528, 959, 535]
article-text: Lorem ipsum dolor sit amet consectetur adipiscing elit sed do eiusmod tempor incididunt ut labore et dolore magna aliqua ut enim ad minim veniam quis nostrud exercitation ullamco laboris nisi ut aliquip ex ea commodo consequat duis aute irure dolor in reprehenderit in voluptate velit esse cillum dolore eu fugiat nulla pariatur excepteur sint occaecat cupidatat non proident sunt in culpa qui officia deserunt mollit anim id est laborum	[13, 675, 125, 731]
article-text: Lorem ipsum dolor sit amet consectetur adipiscing elit sed do eiusmod tempor incididunt ut labore et dolore magna aliqua ut enim ad minim veniam quis nostrud exercitation ullamco laboris nisi ut aliquip ex ea commodo consequat duis aute irure dolor in reprehenderit in voluptate velit esse cillum dolore eu fugiat nulla pariatur excepteur sint occaecat cupidatat non proident sunt in culpa qui officia deserunt mollit anim id est laborum	[624, 776, 736, 832]
ad-advertiser: WILLIAMS AND KETTLE, LTD.	[508, 701, 608, 721]
article-text: Lorem ipsum dolor sit amet consectetur adipiscing elit sed do eiusmod tempor incididunt ut labore et dolore magna aliqua ut enim ad minim veniam quis nostrud exercitation ullamco laboris nisi ut aliquip ex ea commodo consequat duis aute irure dolor in reprehenderit in voluptate velit esse cillum dolore eu fugiat nulla pariatur excepteur sint occaecat cupidatat non proident sunt in culpa qui officia deserunt mollit anim id est laborum	[13, 563, 125, 620]
article-text: Lorem ipsum dolor sit amet consectetur adipiscing elit sed do eiusmod tempor incididunt ut labore et dolore magna aliqua ut enim ad minim veniam quis nostrud exercitation ullamco laboris nisi ut aliquip ex ea commodo consequat duis aute irure dolor in reprehenderit in voluptate velit esse cillum dolore eu fugiat nulla pariatur excepteur sint occaecat cupidatat non proident sunt in culpa qui officia deserunt mollit anim id est laborum	[13, 800, 125, 857]
ad-text: From Ship's Side when Discharging.	[517, 460, 599, 467]
headline: AGENCIES.	[904, 247, 944, 256]
headline: FOR SALE.	[661, 542, 699, 551]
ad-list-item: Royal Worcester,	[756, 406, 793, 413]
land-ad-heading: LAND.	[1025, 504, 1067, 520]
article-text: Lorem ipsum dolor sit amet consectetur adipiscing elit sed do eiusmod tempor incididunt ut labore et dolore magna aliqua ut enim ad minim veniam quis nostrud exercitation ullamco laboris nisi ut aliquip ex ea commodo consequat duis aute irure dolor in reprehenderit in voluptate velit esse cillum dolore eu fugiat nulla pariatur excepteur sint occaecat cupidatat non proident sunt in culpa qui officia deserunt mollit anim id est laborum	[746, 539, 858, 595]
article-text: Lorem ipsum dolor sit amet consectetur adipiscing elit sed do eiusmod tempor incididunt ut labore et dolore magna aliqua ut enim ad minim veniam quis nostrud exercitation ullamco laboris nisi ut aliquip ex ea commodo consequat duis aute irure dolor in reprehenderit in voluptate velit esse cillum dolore eu fugiat nulla pariatur excepteur sint occaecat cupidatat non proident sunt in culpa qui officia deserunt mollit anim id est laborum	[380, 473, 492, 530]
article-text: Lorem ipsum dolor sit amet consectetur adipiscing elit sed do eiusmod tempor incididunt ut labore et dolore magna aliqua ut enim ad minim veniam quis nostrud exercitation ullamco laboris nisi ut aliquip ex ea commodo consequat duis aute irure dolor in reprehenderit in voluptate velit esse cillum dolore eu fugiat nulla pariatur excepteur sint occaecat cupidatat non proident sunt in culpa qui officia deserunt mollit anim id est laborum	[13, 228, 125, 285]
article-text: Lorem ipsum dolor sit amet consectetur adipiscing elit sed do eiusmod tempor incididunt ut labore et dolore magna aliqua ut enim ad minim veniam quis nostrud exercitation ullamco laboris nisi ut aliquip ex ea commodo consequat duis aute irure dolor in reprehenderit in voluptate velit esse cillum dolore eu fugiat nulla pariatur excepteur sint occaecat cupidatat non proident sunt in culpa qui officia deserunt mollit anim id est laborum	[868, 257, 980, 314]
subheadline: SENTENCED FOR BURGLARY.	[153, 285, 231, 292]
article-text: Lorem ipsum dolor sit amet consectetur adipiscing elit sed do eiusmod tempor incididunt ut labore et dolore magna aliqua ut enim ad minim veniam quis nostrud exercitation ullamco laboris nisi ut aliquip ex ea commodo consequat duis aute irure dolor in reprehenderit in voluptate velit esse cillum dolore eu fugiat nulla pariatur excepteur sint occaecat cupidatat non proident sunt in culpa qui officia deserunt mollit anim id est laborum	[624, 887, 736, 944]
article-text: Lorem ipsum dolor sit amet consectetur adipiscing elit sed do eiusmod tempor incididunt ut labore et dolore magna aliqua ut enim ad minim veniam quis nostrud exercitation ullamco laboris nisi ut aliquip ex ea commodo consequat duis aute irure dolor in reprehenderit in voluptate velit esse cillum dolore eu fugiat nulla pariatur excepteur sint occaecat cupidatat non proident sunt in culpa qui officia deserunt mollit anim id est laborum	[990, 317, 1102, 374]
article-text: Lorem ipsum dolor sit amet consectetur adipiscing elit sed do eiusmod tempor incididunt ut labore et dolore magna aliqua ut enim ad minim veniam quis nostrud exercitation ullamco laboris nisi ut aliquip ex ea commodo consequat duis aute irure dolor in reprehenderit in voluptate velit esse cillum dolore eu fugiat nulla pariatur excepteur sint occaecat cupidatat non proident sunt in culpa qui officia deserunt mollit anim id est laborum	[624, 720, 736, 776]
article-text: Lorem ipsum dolor sit amet consectetur adipiscing elit sed do eiusmod tempor incididunt ut labore et dolore magna aliqua ut enim ad minim veniam quis nostrud exercitation ullamco laboris nisi ut aliquip ex ea commodo consequat duis aute irure dolor in reprehenderit in voluptate velit esse cillum dolore eu fugiat nulla pariatur excepteur sint occaecat cupidatat non proident sunt in culpa qui officia deserunt mollit anim id est laborum	[624, 126, 736, 183]
headline: FENCING MATERIAL.	[887, 177, 961, 186]
article-text: Lorem ipsum dolor sit amet consectetur adipiscing elit sed do eiusmod tempor incididunt ut labore et dolore magna aliqua ut enim ad minim veniam quis nostrud exercitation ullamco laboris nisi ut aliquip ex ea commodo consequat duis aute irure dolor in reprehenderit in voluptate velit esse cillum dolore eu fugiat nulla pariatur excepteur sint occaecat cupidatat non proident sunt in culpa qui officia deserunt mollit anim id est laborum	[258, 112, 370, 169]
article-text: Lorem ipsum dolor sit amet consectetur adipiscing elit sed do eiusmod tempor incididunt ut labore et dolore magna aliqua ut enim ad minim veniam quis nostrud exercitation ullamco laboris nisi ut aliquip ex ea commodo consequat duis aute irure dolor in reprehenderit in voluptate velit esse cillum dolore eu fugiat nulla pariatur excepteur sint occaecat cupidatat non proident sunt in culpa qui officia deserunt mollit anim id est laborum	[502, 895, 614, 952]
headline: HOLY TRINITY CHURCH.	[637, 38, 723, 46]
article-text: Lorem ipsum dolor sit amet consectetur adipiscing elit sed do eiusmod tempor incididunt ut labore et dolore magna aliqua ut enim ad minim veniam quis nostrud exercitation ullamco laboris nisi ut aliquip ex ea commodo consequat duis aute irure dolor in reprehenderit in voluptate velit esse cillum dolore eu fugiat nulla pariatur excepteur sint occaecat cupidatat non proident sunt in culpa qui officia deserunt mollit anim id est laborum	[136, 799, 248, 855]
ad-heading: WANTED KNOWN	[510, 630, 606, 643]
article-text: Lorem ipsum dolor sit amet consectetur adipiscing elit sed do eiusmod tempor incididunt ut labore et dolore magna aliqua ut enim ad minim veniam quis nostrud exercitation ullamco laboris nisi ut aliquip ex ea commodo consequat duis aute irure dolor in reprehenderit in voluptate velit esse cillum dolore eu fugiat nulla pariatur excepteur sint occaecat cupidatat non proident sunt in culpa qui officia deserunt mollit anim id est laborum	[136, 589, 248, 646]
headline: LAWN STAKES.	[410, 673, 462, 682]
article-text: Lorem ipsum dolor sit amet consectetur adipiscing elit sed do eiusmod tempor incididunt ut labore et dolore magna aliqua ut enim ad minim veniam quis nostrud exercitation ullamco laboris nisi ut aliquip ex ea commodo consequat duis aute irure dolor in reprehenderit in voluptate velit esse cillum dolore eu fugiat nulla pariatur excepteur sint occaecat cupidatat non proident sunt in culpa qui officia deserunt mollit anim id est laborum	[136, 215, 248, 272]
article-text: Lorem ipsum dolor sit amet consectetur adipiscing elit sed do eiusmod tempor incididunt ut labore et dolore magna aliqua ut enim ad minim veniam quis nostrud exercitation ullamco laboris nisi ut aliquip ex ea commodo consequat duis aute irure dolor in reprehenderit in voluptate velit esse cillum dolore eu fugiat nulla pariatur excepteur sint occaecat cupidatat non proident sunt in culpa qui officia deserunt mollit anim id est laborum	[746, 55, 858, 111]
article-text: Lorem ipsum dolor sit amet consectetur adipiscing elit sed do eiusmod tempor incididunt ut labore et dolore magna aliqua ut enim ad minim veniam quis nostrud exercitation ullamco laboris nisi ut aliquip ex ea commodo consequat duis aute irure dolor in reprehenderit in voluptate velit esse cillum dolore eu fugiat nulla pariatur excepteur sint occaecat cupidatat non proident sunt in culpa qui officia deserunt mollit anim id est laborum	[380, 173, 492, 230]
article-text: Lorem ipsum dolor sit amet consectetur adipiscing elit sed do eiusmod tempor incididunt ut labore et dolore magna aliqua ut enim ad minim veniam quis nostrud exercitation ullamco laboris nisi ut aliquip ex ea commodo consequat duis aute irure dolor in reprehenderit in voluptate velit esse cillum dolore eu fugiat nulla pariatur excepteur sint occaecat cupidatat non proident sunt in culpa qui officia deserunt mollit anim id est laborum	[258, 475, 370, 532]
article-text: Lorem ipsum dolor sit amet consectetur adipiscing elit sed do eiusmod tempor incididunt ut labore et dolore magna aliqua ut enim ad minim veniam quis nostrud exercitation ullamco laboris nisi ut aliquip ex ea commodo consequat duis aute irure dolor in reprehenderit in voluptate velit esse cillum dolore eu fugiat nulla pariatur excepteur sint occaecat cupidatat non proident sunt in culpa qui officia deserunt mollit anim id est laborum	[13, 131, 125, 188]
article-text: Lorem ipsum dolor sit amet consectetur adipiscing elit sed do eiusmod tempor incididunt ut labore et dolore magna aliqua ut enim ad minim veniam quis nostrud exercitation ullamco laboris nisi ut aliquip ex ea commodo consequat duis aute irure dolor in reprehenderit in voluptate velit esse cillum dolore eu fugiat nulla pariatur excepteur sint occaecat cupidatat non proident sunt in culpa qui officia deserunt mollit anim id est laborum	[136, 362, 248, 418]
headline: ST. ANDREW'S PRESBYTERIAN CHURCH.	[627, 107, 733, 125]
press-association: Press Association.	[48, 214, 90, 221]
article-text: Lorem ipsum dolor sit amet consectetur adipiscing elit sed do eiusmod tempor incididunt ut labore et dolore magna aliqua ut enim ad minim veniam quis nostrud exercitation ullamco laboris nisi ut aliquip ex ea commodo consequat duis aute irure dolor in reprehenderit in voluptate velit esse cillum dolore eu fugiat nulla pariatur excepteur sint occaecat cupidatat non proident sunt in culpa qui officia deserunt mollit anim id est laborum	[13, 856, 125, 913]
headline: KEYHAM DOCKYARD.	[30, 38, 108, 46]
headline: WANTED.	[663, 403, 697, 412]
masthead: THE GISBORNE TIMES, SATURDAY, FEBRUARY 23, 1907.	[213, 6, 901, 31]
article-text: Lorem ipsum dolor sit amet consectetur adipiscing elit sed do eiusmod tempor incididunt ut labore et dolore magna aliqua ut enim ad minim veniam quis nostrud exercitation ullamco laboris nisi ut aliquip ex ea commodo consequat duis aute irure dolor in reprehenderit in voluptate velit esse cillum dolore eu fugiat nulla pariatur excepteur sint occaecat cupidatat non proident sunt in culpa qui officia deserunt mollit anim id est laborum	[990, 387, 1102, 443]
headline: HURDLES.	[418, 533, 454, 542]
article-text: Lorem ipsum dolor sit amet consectetur adipiscing elit sed do eiusmod tempor incididunt ut labore et dolore magna aliqua ut enim ad minim veniam quis nostrud exercitation ullamco laboris nisi ut aliquip ex ea commodo consequat duis aute irure dolor in reprehenderit in voluptate velit esse cillum dolore eu fugiat nulla pariatur excepteur sint occaecat cupidatat non proident sunt in culpa qui officia deserunt mollit anim id est laborum	[868, 458, 980, 515]
article-text: Lorem ipsum dolor sit amet consectetur adipiscing elit sed do eiusmod tempor incididunt ut labore et dolore magna aliqua ut enim ad minim veniam quis nostrud exercitation ullamco laboris nisi ut aliquip ex ea commodo consequat duis aute irure dolor in reprehenderit in voluptate velit esse cillum dolore eu fugiat nulla pariatur excepteur sint occaecat cupidatat non proident sunt in culpa qui officia deserunt mollit anim id est laborum	[136, 159, 248, 216]
